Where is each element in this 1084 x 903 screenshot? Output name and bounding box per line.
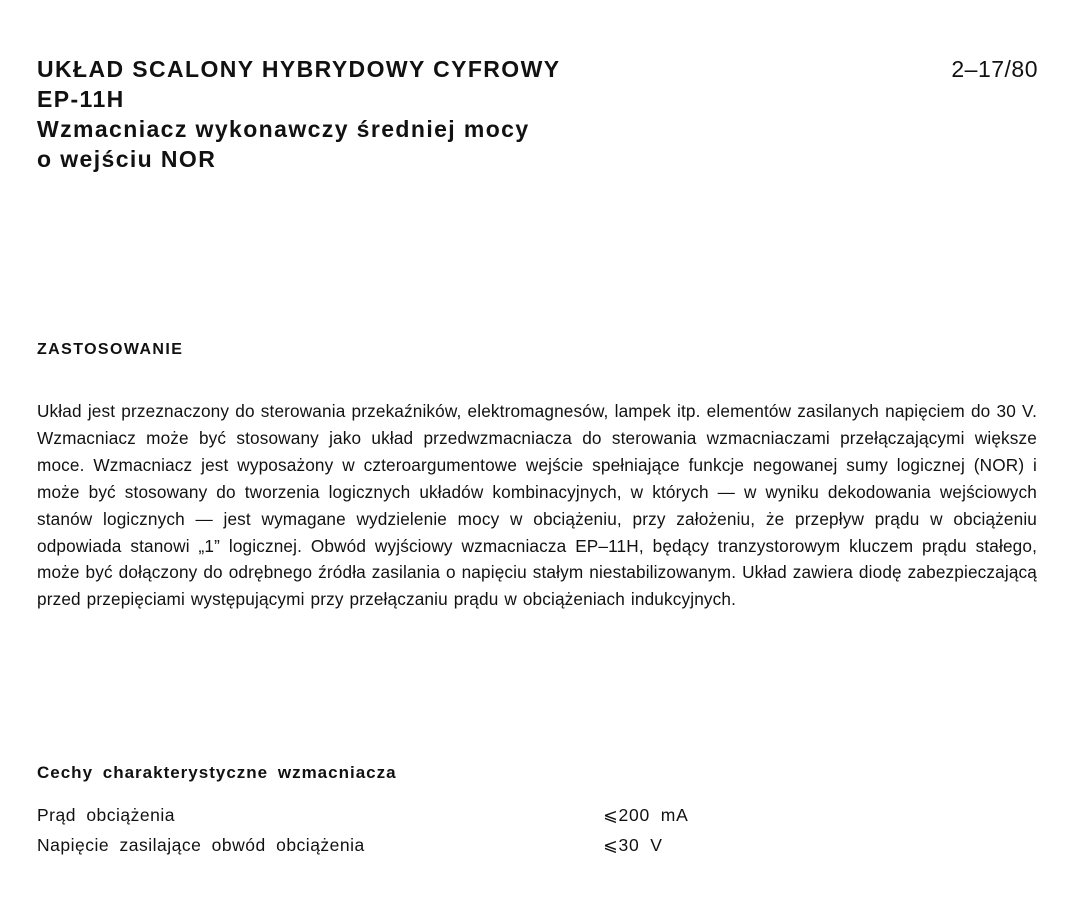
features-list <box>37 803 797 863</box>
title-line-input-type: o wejściu NOR <box>37 146 217 172</box>
feature-row <box>37 803 797 833</box>
title-block <box>37 54 757 174</box>
features-heading: Cechy charakterystyczne wzmacniacza <box>37 763 397 782</box>
title-line-description: Wzmacniacz wykonawczy średniej mocy <box>37 116 530 142</box>
title-line-model: EP-11H <box>37 86 125 112</box>
document-number: 2–17/80 <box>951 56 1038 82</box>
application-paragraph: Układ jest przeznaczony do sterowania przekaźników, elektromagnesów, lampek itp. elementów zasilanych napięciem do 30 V. Wzmacniacz może być stosowany jako układ przedwzmacniacza do sterowania wzmacniaczami przełączającymi większe moce. Wzmacniacz jest wyposażony w czteroargumentowe wejście spełniające funkcje negowanej sumy logicznej (NOR) i może być stosowany do tworzenia logicznych układów kombinacyjnych, w których — w wyniku dekodowania wejściowych stanów logicznych — jest wymagane wydzielenie mocy w obciążeniu, przy założeniu, że przepływ prądu w obciążeniu odpowiada stanowi „1” logicznej. Obwód wyjściowy wzmacniacza EP–11H, będący tranzystorowym kluczem prądu stałego, może być dołączony do odrębnego źródła zasilania o napięciu stałym niestabilizowanym. Układ zawiera diodę zabezpieczającą przed przepięciami występującymi przy przełączaniu prądu w obciążeniach indukcyjnych. <box>37 401 1037 610</box>
feature-value: ⩽200 mA <box>603 805 689 825</box>
feature-label: Napięcie zasilające obwód obciążenia <box>37 835 365 855</box>
feature-label: Prąd obciążenia <box>37 805 175 825</box>
application-heading: ZASTOSOWANIE <box>37 341 184 358</box>
feature-row <box>37 833 797 863</box>
feature-value: ⩽30 V <box>603 835 663 855</box>
title-line-category: UKŁAD SCALONY HYBRYDOWY CYFROWY <box>37 56 561 82</box>
